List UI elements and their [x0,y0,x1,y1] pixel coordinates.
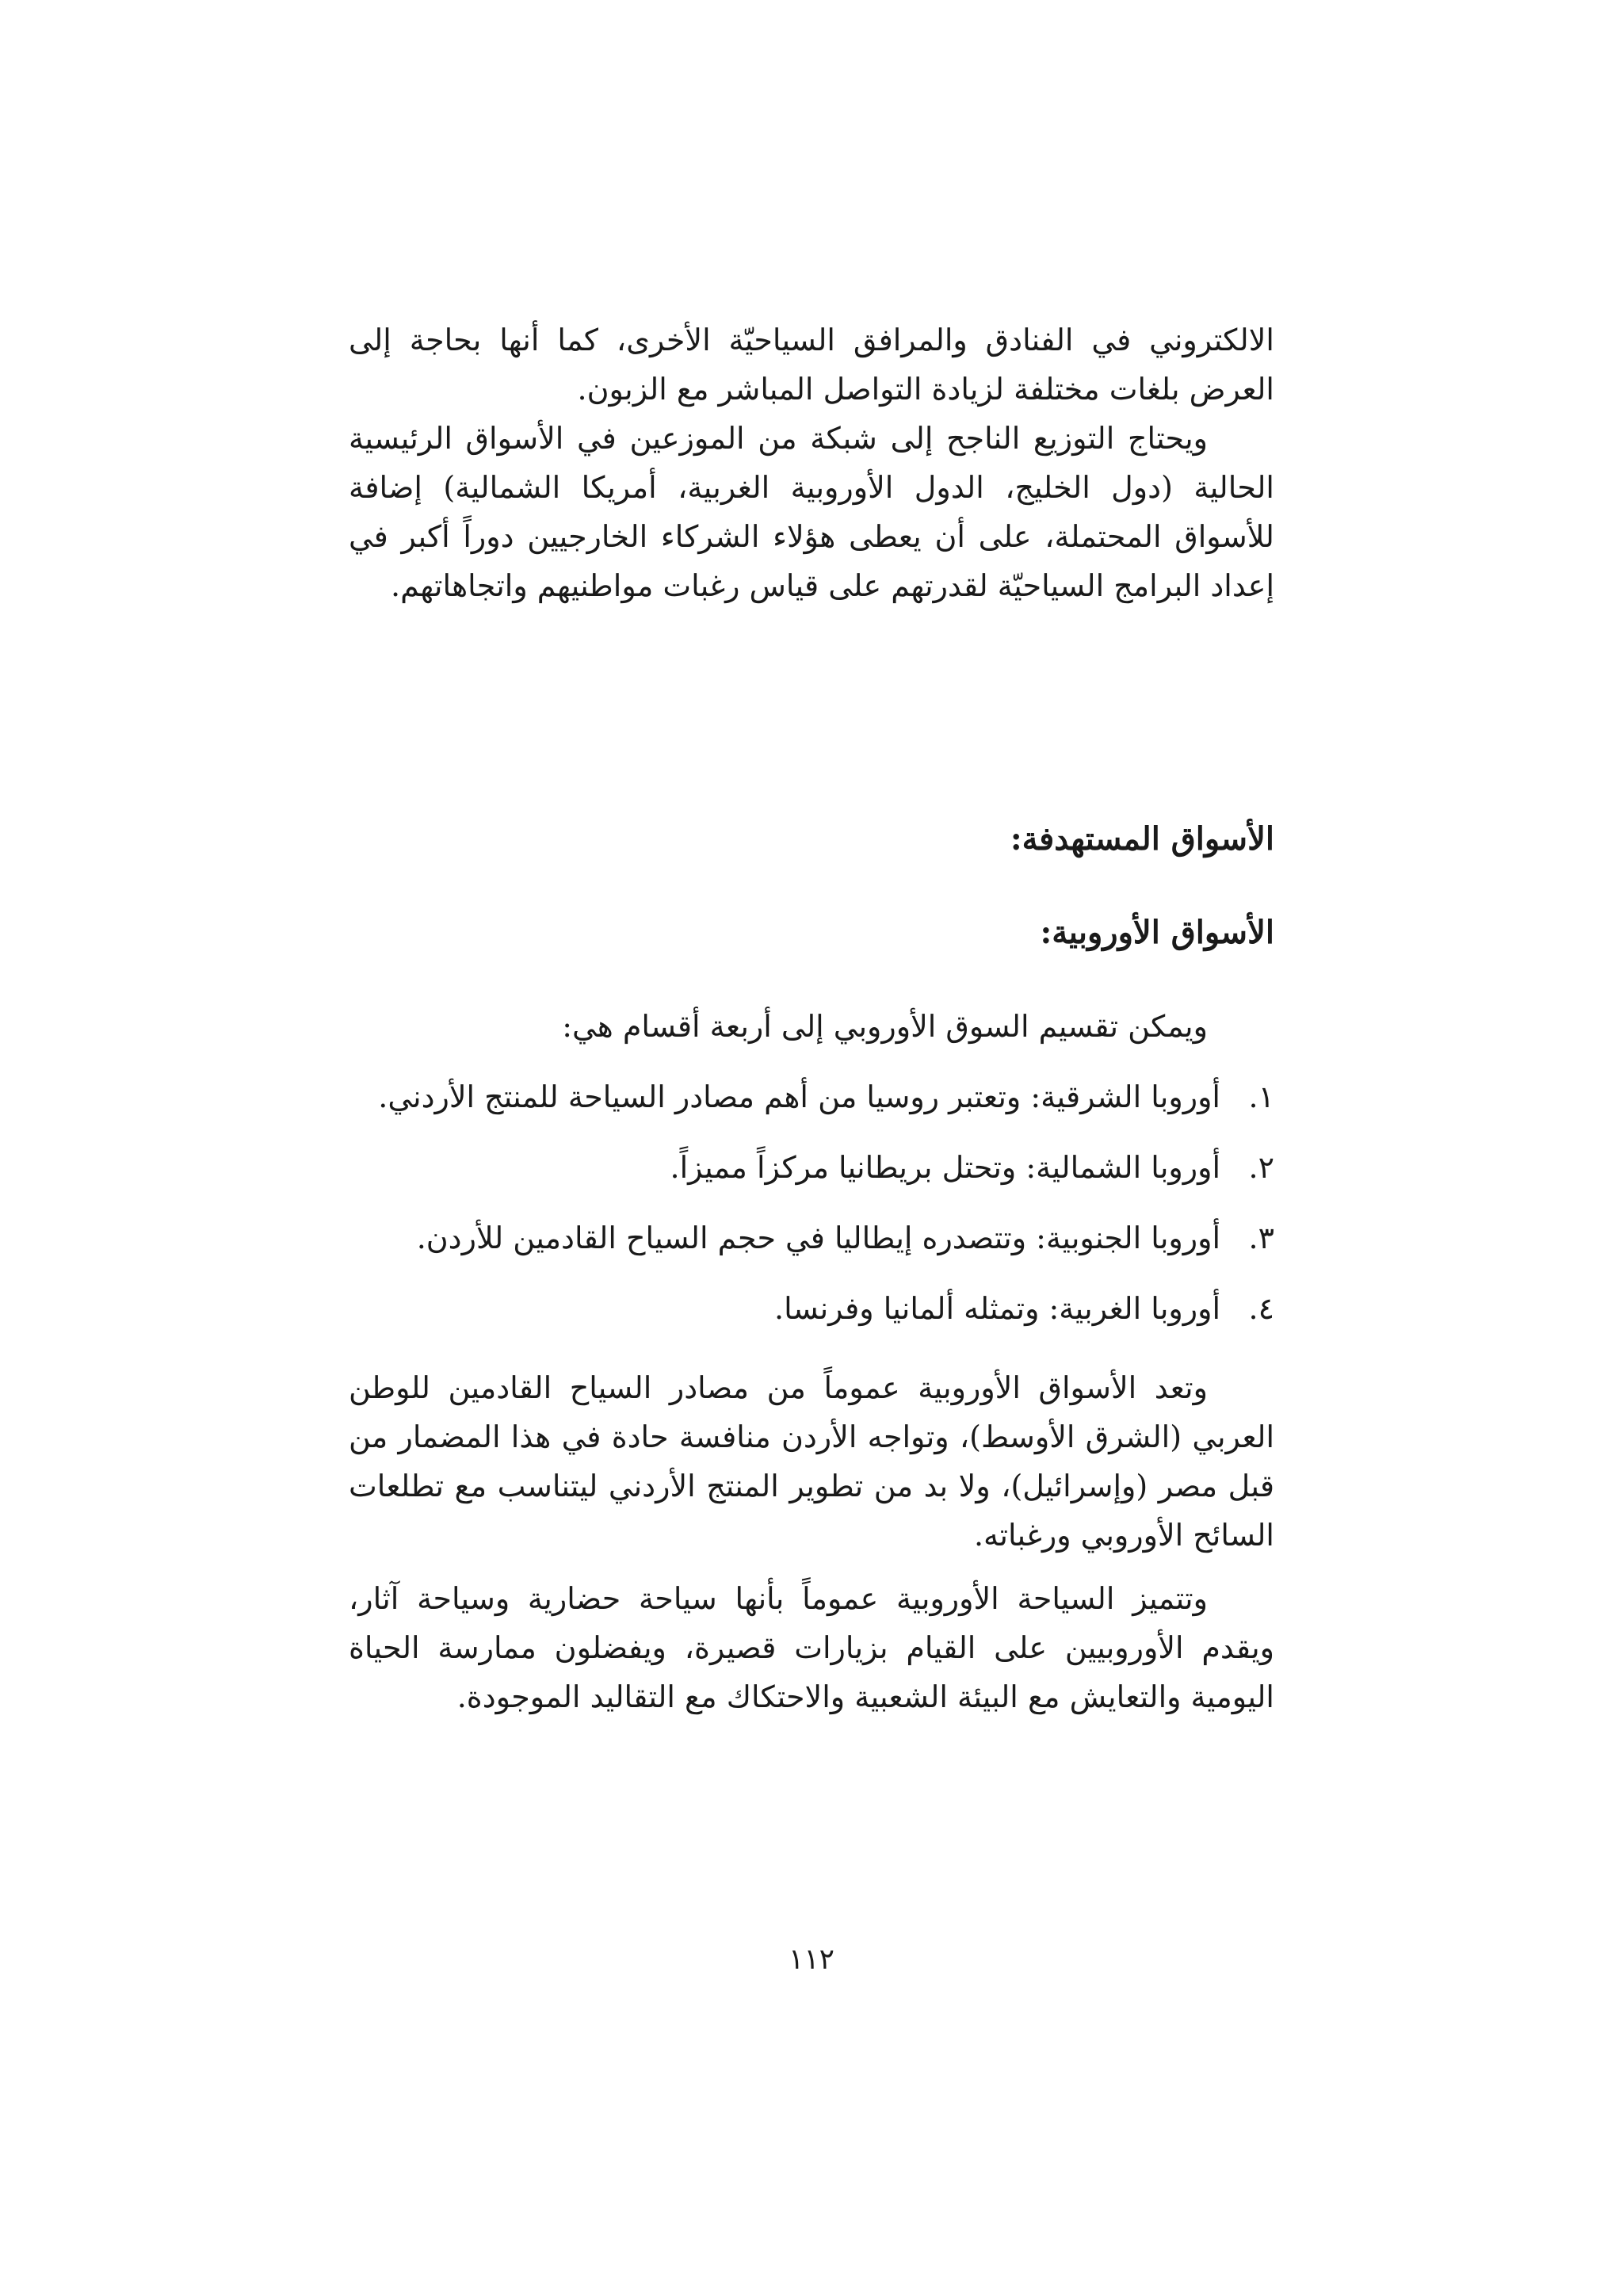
list-intro-block [349,1002,1274,1051]
body-text-bottom [349,1363,1274,1721]
list-item [349,1072,1274,1121]
heading-target-markets: الأسواق المستهدفة: [1010,820,1274,858]
list-item-text: أوروبا الجنوبية: وتتصدره إيطاليا في حجم السياح القادمين للأردن. [416,1221,1220,1255]
list-item-text: أوروبا الشمالية: وتحتل بريطانيا مركزاً مميزاً. [670,1150,1220,1185]
list-intro: ويمكن تقسيم السوق الأوروبي إلى أربعة أقسام هي: [562,1009,1208,1044]
paragraph-european-tourism: وتتميز السياحة الأوروبية عموماً بأنها سياحة حضارية وسياحة آثار، ويقدم الأوروبيين على القيام بزيارات قصيرة، ويفضلون ممارسة الحياة اليومية والتعايش مع البيئة الشعبية والاحتكاك مع التقاليد الموجودة. [349,1581,1274,1714]
list-item [349,1213,1274,1263]
paragraph-continuation: الالكتروني في الفنادق والمرافق السياحيّة الأخرى، كما أنها بحاجة إلى العرض بلغات مختلفة لزيادة التواصل المباشر مع الزبون. [349,323,1274,407]
list-item [349,1284,1274,1333]
paragraph-distribution: ويحتاج التوزيع الناجح إلى شبكة من الموزعين في الأسواق الرئيسية الحالية (دول الخليج، الدول الأوروبية الغربية، أمريكا الشمالية) إضافة للأسواق المحتملة، على أن يعطى هؤلاء الشركاء الخارجيين دوراً أكبر في إعداد البرامج السياحيّة لقدرتهم على قياس رغبات مواطنيهم واتجاهاتهم. [349,421,1274,603]
list-item-text: أوروبا الشرقية: وتعتبر روسيا من أهم مصادر السياحة للمنتج الأردني. [378,1079,1220,1114]
list-item [349,1143,1274,1192]
page-number: ١١٢ [788,1943,834,1976]
list-item-text: أوروبا الغربية: وتمثله ألمانيا وفرنسا. [774,1291,1220,1326]
list-item-number: ٤. [1248,1291,1274,1326]
list-item-number: ١. [1248,1079,1274,1114]
heading-european-markets: الأسواق الأوروبية: [1040,914,1274,951]
body-text-top [349,315,1274,610]
european-regions-list [349,1072,1274,1354]
paragraph-european-sources: وتعد الأسواق الأوروبية عموماً من مصادر السياح القادمين للوطن العربي (الشرق الأوسط)، وتواجه الأردن منافسة حادة في هذا المضمار من قبل مصر (وإسرائيل)، ولا بد من تطوير المنتج الأردني ليتناسب مع تطلعات السائح الأوروبي ورغباته. [349,1370,1274,1553]
list-item-number: ٣. [1248,1221,1274,1255]
list-item-number: ٢. [1248,1150,1274,1185]
